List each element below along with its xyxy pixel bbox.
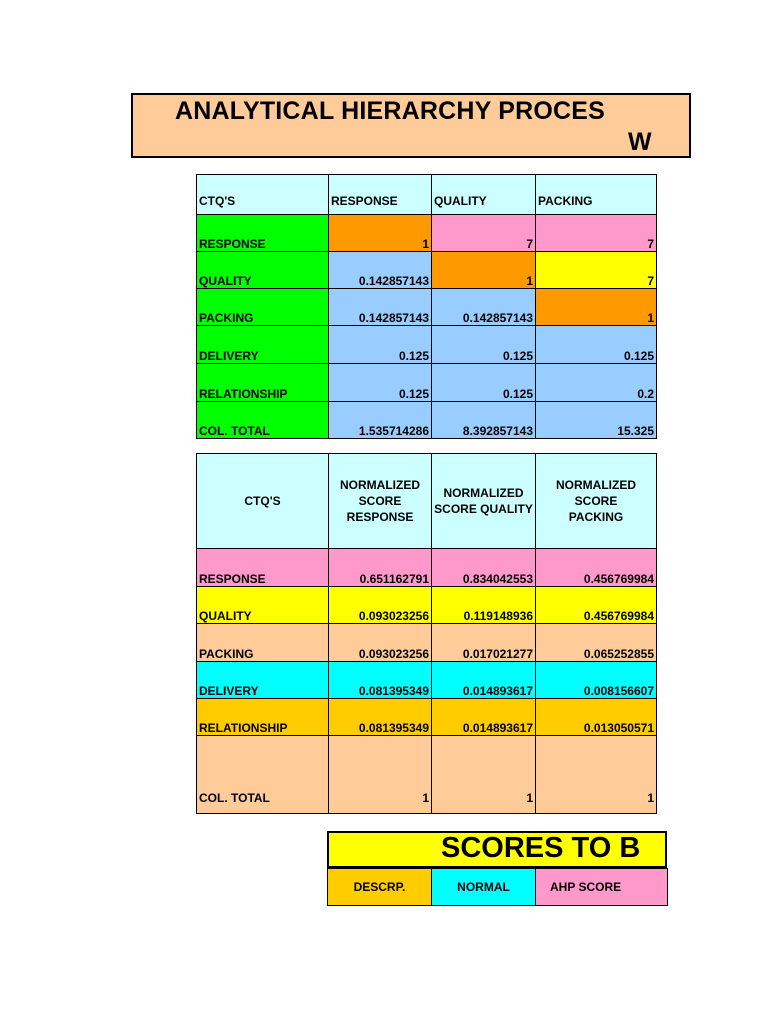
normalized-cell: 0.093023256 [329,587,432,624]
matrix-row-label: COL. TOTAL [197,402,329,439]
scores-header-ahp-score: AHP SCORE [536,869,668,906]
matrix-cell: 7 [536,252,657,289]
normalized-header-packing: NORMALIZED SCORE PACKING [536,454,657,549]
matrix-cell: 0.125 [329,326,432,364]
matrix-cell: 8.392857143 [432,402,536,439]
normalized-cell: 0.651162791 [329,549,432,587]
title-line-2: W [628,128,652,156]
matrix-row-response [197,215,657,252]
normalized-cell: 0.456769984 [536,587,657,624]
pairwise-matrix-table [196,174,657,439]
normalized-cell: 0.013050571 [536,699,657,736]
matrix-row-relationship [197,364,657,402]
scores-header-row [328,869,668,906]
title-banner [131,93,691,158]
matrix-cell: 0.142857143 [329,252,432,289]
normalized-cell: 0.093023256 [329,624,432,662]
matrix-row-label: RELATIONSHIP [197,364,329,402]
scores-header-normal: NORMAL [432,869,536,906]
normalized-cell: 0.081395349 [329,662,432,699]
normalized-row-label: RESPONSE [197,549,329,587]
normalized-cell: 0.065252855 [536,624,657,662]
normalized-header-row [197,454,657,549]
matrix-row-label: DELIVERY [197,326,329,364]
title-line-1: ANALYTICAL HIERARCHY PROCES [175,97,605,125]
normalized-row-label: COL. TOTAL [197,736,329,814]
normalized-cell: 0.081395349 [329,699,432,736]
normalized-row-col-total [197,736,657,814]
matrix-row-col-total [197,402,657,439]
matrix-header-quality: QUALITY [432,175,536,215]
matrix-row-packing [197,289,657,326]
matrix-header-packing: PACKING [536,175,657,215]
matrix-cell: 0.142857143 [432,289,536,326]
normalized-cell: 0.014893617 [432,662,536,699]
normalized-header-quality: NORMALIZED SCORE QUALITY [432,454,536,549]
scores-header-table [327,868,668,906]
normalized-row-relationship [197,699,657,736]
matrix-cell: 1.535714286 [329,402,432,439]
normalized-row-quality [197,587,657,624]
normalized-row-delivery [197,662,657,699]
matrix-cell: 7 [432,215,536,252]
normalized-row-response [197,549,657,587]
matrix-cell: 0.142857143 [329,289,432,326]
matrix-row-delivery [197,326,657,364]
normalized-row-label: PACKING [197,624,329,662]
matrix-row-quality [197,252,657,289]
matrix-header-row [197,175,657,215]
normalized-cell: 0.834042553 [432,549,536,587]
matrix-row-label: QUALITY [197,252,329,289]
matrix-header-response: RESPONSE [329,175,432,215]
normalized-row-label: RELATIONSHIP [197,699,329,736]
matrix-header-ctq: CTQ'S [197,175,329,215]
matrix-cell: 0.125 [536,326,657,364]
normalized-row-label: DELIVERY [197,662,329,699]
normalized-row-label: QUALITY [197,587,329,624]
matrix-cell: 1 [329,215,432,252]
matrix-cell: 0.125 [329,364,432,402]
matrix-cell: 0.2 [536,364,657,402]
normalized-matrix-table [196,453,657,814]
matrix-row-label: RESPONSE [197,215,329,252]
matrix-cell: 0.125 [432,326,536,364]
matrix-cell: 15.325 [536,402,657,439]
normalized-row-packing [197,624,657,662]
normalized-cell: 0.017021277 [432,624,536,662]
matrix-cell: 1 [536,289,657,326]
normalized-header-ctq: CTQ'S [197,454,329,549]
normalized-cell: 1 [536,736,657,814]
normalized-cell: 0.456769984 [536,549,657,587]
matrix-cell: 0.125 [432,364,536,402]
normalized-cell: 0.119148936 [432,587,536,624]
normalized-cell: 0.008156607 [536,662,657,699]
normalized-header-response: NORMALIZED SCORE RESPONSE [329,454,432,549]
matrix-row-label: PACKING [197,289,329,326]
scores-title: SCORES TO B [441,832,641,864]
matrix-cell: 1 [432,252,536,289]
normalized-cell: 1 [432,736,536,814]
normalized-cell: 0.014893617 [432,699,536,736]
scores-banner [327,831,667,868]
normalized-cell: 1 [329,736,432,814]
scores-header-descrp: DESCRP. [328,869,432,906]
matrix-cell: 7 [536,215,657,252]
